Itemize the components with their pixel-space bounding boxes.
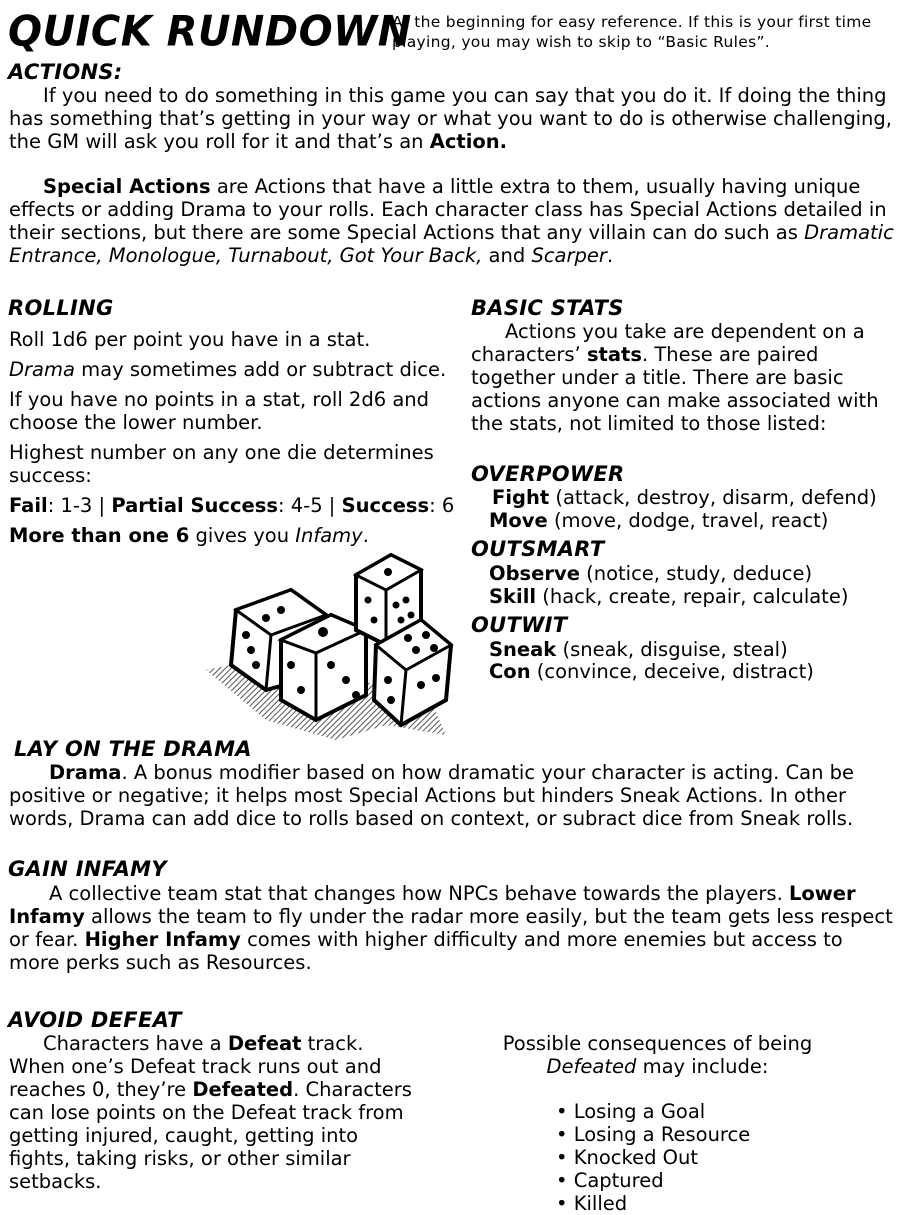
list-item: • Losing a Goal	[556, 1100, 750, 1123]
rolling-heading: ROLLING	[8, 296, 114, 320]
defeat-paragraph: Characters have a Defeat track. When one’s Defeat track runs out and reaches 0, they’re Defeated. Characters can lose points on the Defeat track from getting injured, caught, getting into fights, taking risks, or other similar setbacks.	[9, 1032, 412, 1193]
dice-illustration	[196, 550, 468, 746]
list-item: • Captured	[556, 1169, 750, 1192]
actions-paragraph-1: If you need to do something in this game you can say that you do it. If doing the thing has something that’s getting in your way or what you want to do is otherwise challenging, the GM will ask you roll for it and that’s an Action.	[9, 84, 892, 153]
defeat-heading: AVOID DEFEAT	[8, 1008, 182, 1032]
rolling-line-3: If you have no points in a stat, roll 2d6 and choose the lower number.	[9, 388, 430, 434]
header-note: At the beginning for easy reference. If this is your first time playing, you may wish to skip to “Basic Rules”.	[392, 13, 872, 51]
rolling-results: Fail: 1-3 | Partial Success: 4-5 | Success: 6	[9, 494, 455, 517]
rolling-line-2: Drama may sometimes add or subtract dice.	[9, 358, 447, 381]
stat-skill: Skill (hack, create, repair, calculate)	[489, 585, 849, 608]
stat-observe: Observe (notice, study, deduce)	[489, 562, 813, 585]
infamy-paragraph: A collective team stat that changes how NPCs behave towards the players. Lower Infamy allows the team to fly under the radar more easily, but the team gets less respect or fear. Higher Infamy comes with higher difficulty and more enemies but access to more perks such as Resources.	[9, 882, 893, 974]
list-item: • Killed	[556, 1192, 750, 1215]
overpower-heading: OVERPOWER	[471, 462, 625, 486]
consequences-intro: Possible consequences of being Defeated may include:	[502, 1032, 813, 1078]
basic-stats-heading: BASIC STATS	[471, 296, 624, 320]
stat-fight: Fight (attack, destroy, disarm, defend)	[492, 486, 877, 509]
consequences-list	[556, 1100, 750, 1215]
outsmart-heading: OUTSMART	[471, 537, 605, 561]
infamy-heading: GAIN INFAMY	[8, 857, 167, 881]
drama-paragraph: Drama. A bonus modifier based on how dramatic your character is acting. Can be positive or negative; it helps most Special Actions but hinders Sneak Actions. In other words, Drama can add dice to rolls based on context, or subract dice from Sneak rolls.	[9, 761, 855, 830]
basic-stats-paragraph: Actions you take are dependent on a characters’ stats. These are paired together under a title. There are basic actions anyone can make associated with the stats, not limited to those listed:	[471, 320, 879, 435]
stat-move: Move (move, dodge, travel, react)	[489, 509, 829, 532]
rolling-line-4: Highest number on any one die determines success:	[9, 441, 434, 487]
page-title: QUICK RUNDOWN	[8, 7, 412, 57]
list-item: • Losing a Resource	[556, 1123, 750, 1146]
list-item: • Knocked Out	[556, 1146, 750, 1169]
rolling-line-1: Roll 1d6 per point you have in a stat.	[9, 328, 371, 351]
rolling-section	[9, 328, 464, 547]
outwit-heading: OUTWIT	[471, 613, 568, 637]
actions-paragraph-2: Special Actions are Actions that have a little extra to them, usually having unique effects or adding Drama to your rolls. Each character class has Special Actions detailed in their sections, but there are some Special Actions that any villain can do such as Dramatic Entrance, Monologue, Turnabout, Got Your Back, and Scarper.	[9, 175, 894, 267]
stat-con: Con (convince, deceive, distract)	[489, 660, 814, 683]
rolling-line-6: More than one 6 gives you Infamy.	[9, 524, 369, 547]
actions-heading: ACTIONS:	[8, 60, 123, 84]
stat-sneak: Sneak (sneak, disguise, steal)	[489, 638, 788, 661]
drama-heading: LAY ON THE DRAMA	[14, 737, 252, 761]
